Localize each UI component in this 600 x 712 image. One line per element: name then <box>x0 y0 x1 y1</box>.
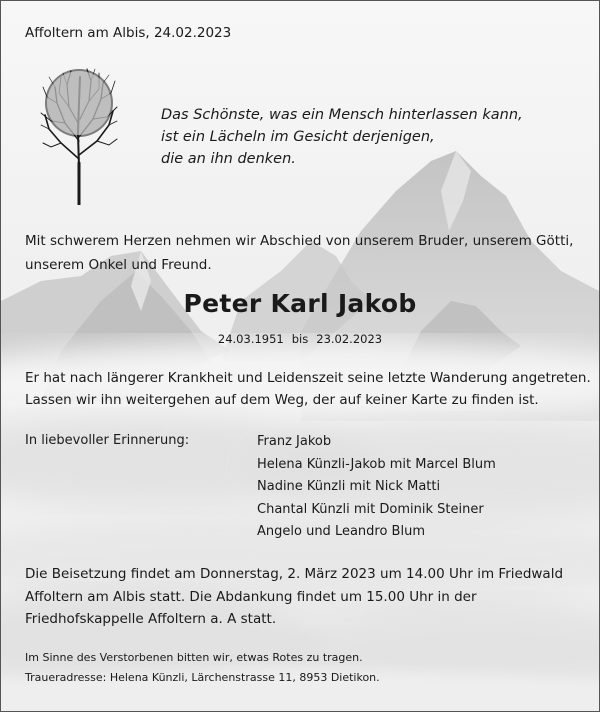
memory-label: In liebevoller Erinnerung: <box>25 433 190 448</box>
mourner: Franz Jakob <box>257 434 332 449</box>
intro-text: Mit schwerem Herzen nehmen wir Abschied von unserem Bruder, unserem Götti, unserem Onkel und Freund. <box>25 233 574 273</box>
bare-tree-icon <box>39 63 119 205</box>
quote-line: ist ein Lächeln im Gesicht derjenigen, <box>161 129 435 145</box>
farewell-line: Er hat nach längerer Krankheit und Leidenszeit seine letzte Wanderung angetreten. <box>25 370 591 386</box>
farewell-text <box>25 367 591 411</box>
notes <box>25 648 380 688</box>
mourning-address: Traueradresse: Helena Künzli, Lärchenstrasse 11, 8953 Dietikon. <box>25 671 380 684</box>
dress-note: Im Sinne des Verstorbenen bitten wir, etwas Rotes zu tragen. <box>25 651 363 664</box>
birth-date: 24.03.1951 <box>217 332 284 346</box>
quote-line: die an ihn denken. <box>161 151 296 167</box>
life-dates <box>1 332 599 346</box>
date-separator: bis <box>291 332 309 346</box>
burial-info: Die Beisetzung findet am Donnerstag, 2. März 2023 um 14.00 Uhr im Friedwald Affoltern am Albis statt. Die Abdankung findet um 15.00 Uhr in der Friedhofskappelle Affoltern a. A statt. <box>25 566 564 627</box>
quote <box>161 104 523 170</box>
deceased-name: Peter Karl Jakob <box>183 289 417 318</box>
death-date: 23.02.2023 <box>316 332 383 346</box>
mourner: Nadine Künzli mit Nick Matti <box>257 479 441 494</box>
mourners-list <box>257 431 496 544</box>
mourner: Chantal Künzli mit Dominik Steiner <box>257 501 484 517</box>
quote-line: Das Schönste, was ein Mensch hinterlassen kann, <box>161 107 523 123</box>
mourner: Helena Künzli-Jakob mit Marcel Blum <box>257 456 496 472</box>
farewell-line: Lassen wir ihn weitergehen auf dem Weg, der auf keiner Karte zu finden ist. <box>25 392 539 408</box>
place-date: Affoltern am Albis, 24.02.2023 <box>25 25 232 41</box>
mourner: Angelo und Leandro Blum <box>257 524 425 539</box>
